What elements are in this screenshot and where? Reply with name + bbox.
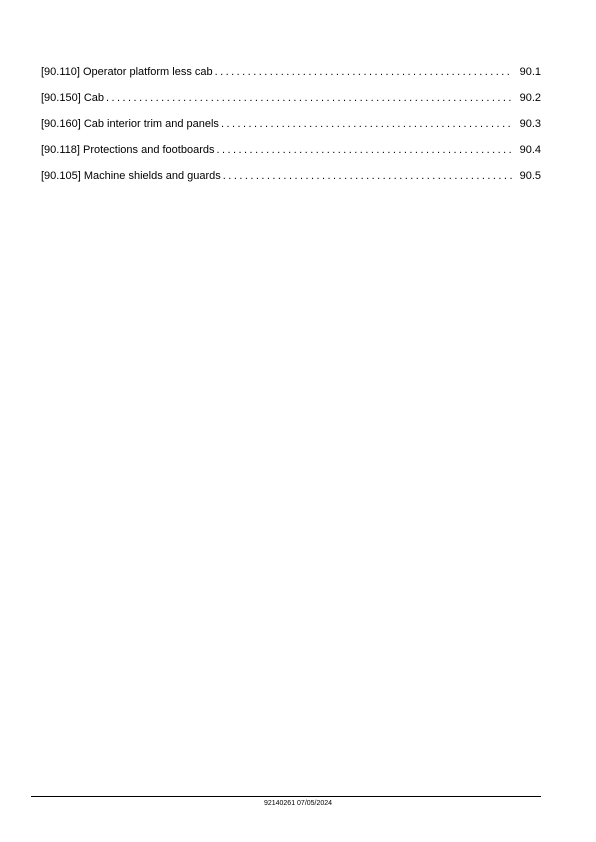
footer-divider	[31, 796, 541, 797]
toc-entry-title: [90.160] Cab interior trim and panels	[41, 118, 219, 130]
toc-entry-protections-footboards[interactable]	[41, 142, 541, 168]
toc-entry-page: 90.2	[519, 92, 541, 104]
toc-dot-leader	[221, 116, 512, 132]
toc-dot-leader	[223, 168, 512, 184]
toc-dot-leader	[215, 64, 512, 80]
toc-entry-title: [90.150] Cab	[41, 92, 104, 104]
toc-entry-page: 90.1	[519, 66, 541, 78]
toc-dot-leader	[106, 90, 512, 106]
toc-dot-leader	[216, 142, 511, 158]
toc-entry-machine-shields[interactable]	[41, 168, 541, 194]
toc-entry-cab-interior-trim[interactable]	[41, 116, 541, 142]
toc-entry-page: 90.4	[519, 144, 541, 156]
toc-entry-title: [90.105] Machine shields and guards	[41, 170, 221, 182]
toc-entry-title: [90.110] Operator platform less cab	[41, 66, 213, 78]
toc-entry-page: 90.5	[519, 170, 541, 182]
table-of-contents	[41, 64, 541, 194]
toc-entry-operator-platform[interactable]	[41, 64, 541, 90]
footer-document-id: 92140261 07/05/2024	[263, 800, 333, 807]
toc-entry-title: [90.118] Protections and footboards	[41, 144, 215, 156]
toc-entry-cab[interactable]	[41, 90, 541, 116]
toc-entry-page: 90.3	[519, 118, 541, 130]
